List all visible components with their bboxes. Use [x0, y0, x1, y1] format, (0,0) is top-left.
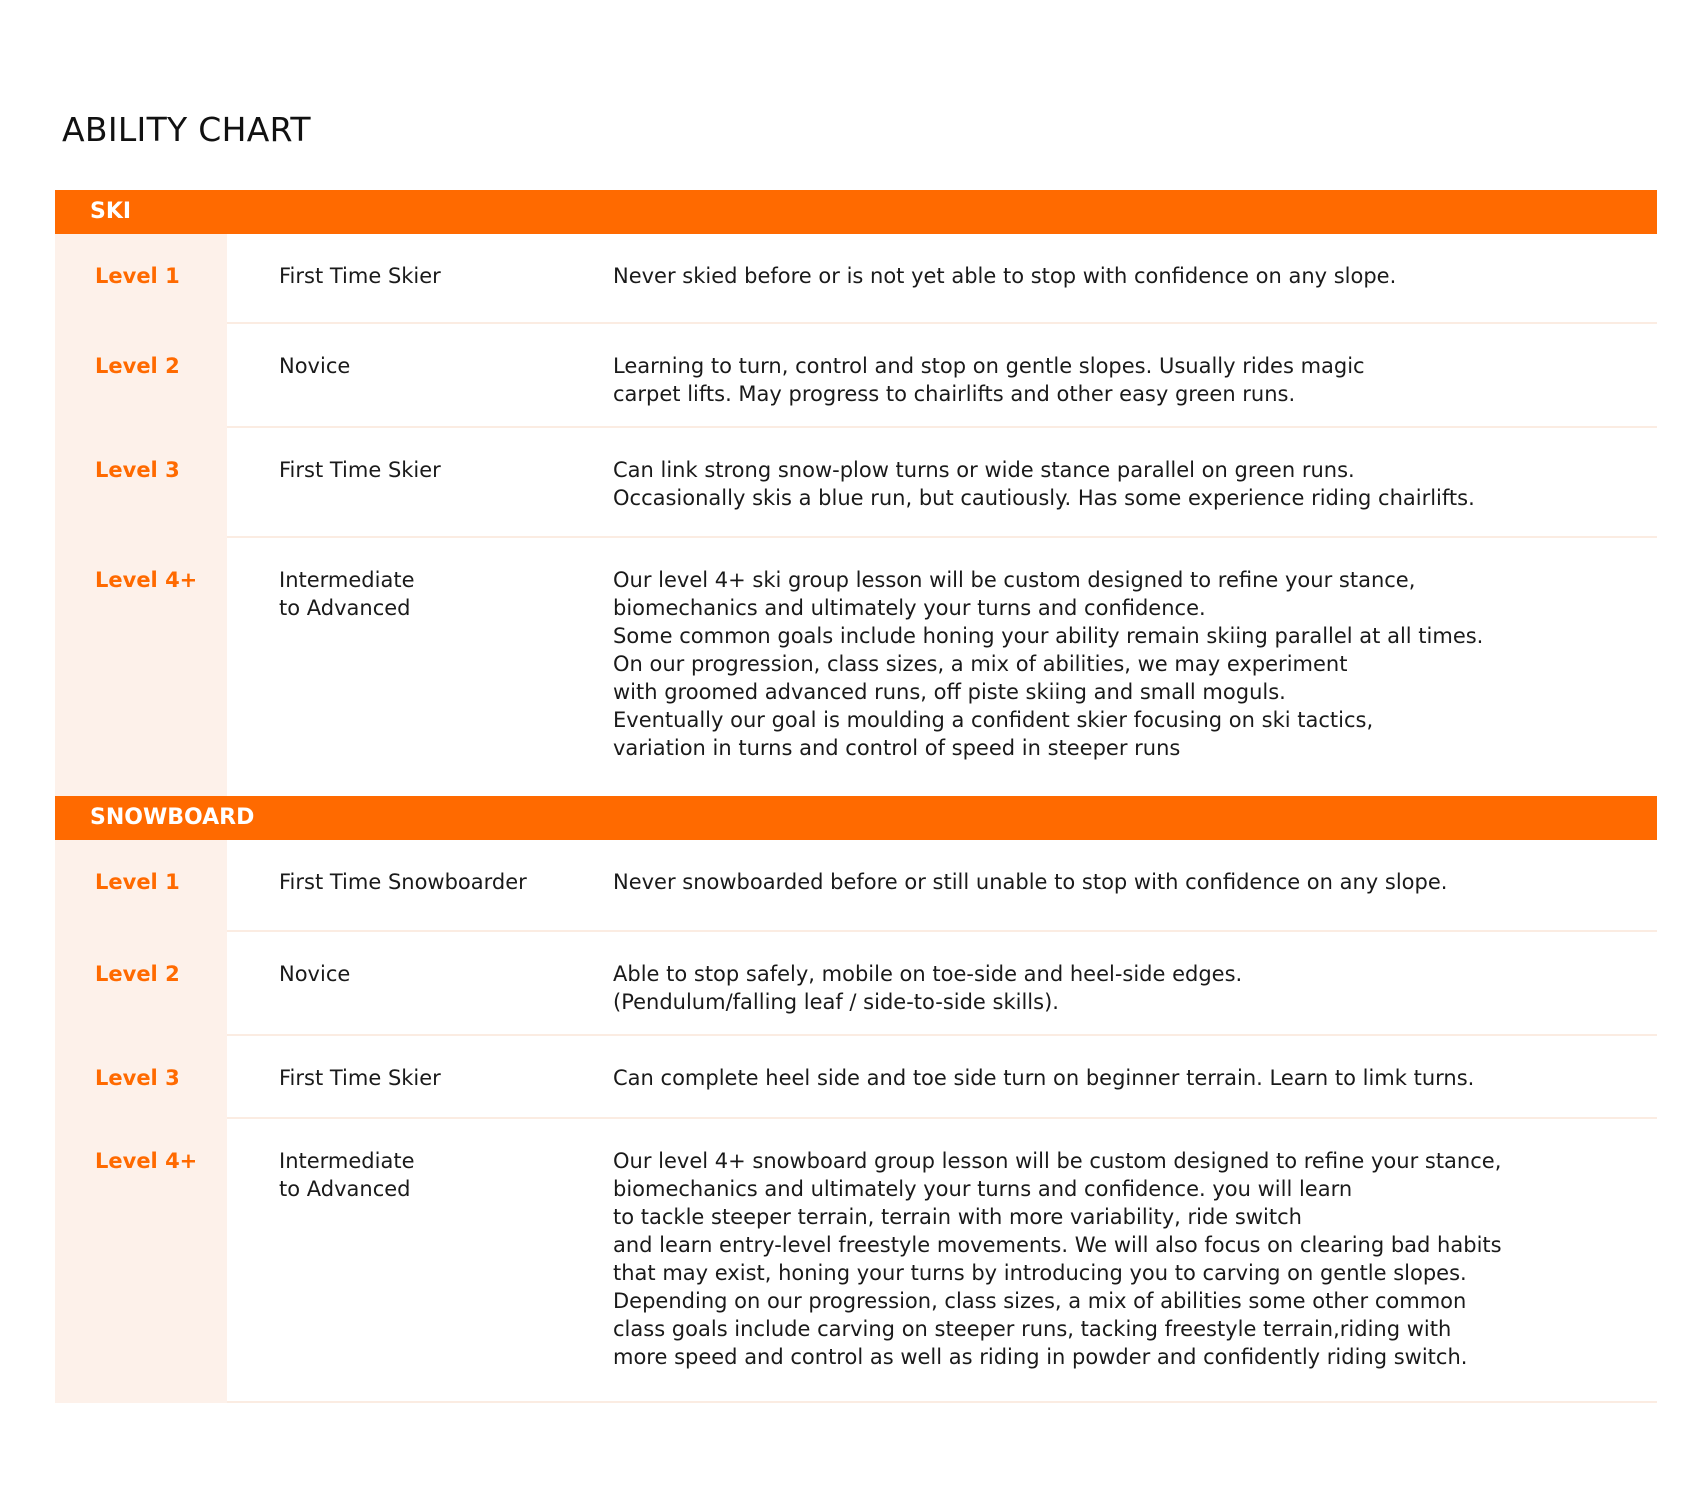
description-line: that may exist, honing your turns by introducing you to carving on gentle slopes. — [613, 1261, 1467, 1285]
level-label: Level 4+ — [95, 1149, 198, 1173]
level-name — [279, 1147, 415, 1203]
description-line: biomechanics and ultimately your turns and confidence. — [613, 596, 1206, 620]
level-description — [613, 566, 1483, 762]
description-line: Our level 4+ snowboard group lesson will be custom designed to refine your stance, — [613, 1149, 1502, 1173]
description-line: variation in turns and control of speed in steeper runs — [613, 736, 1181, 760]
level-name-line: Intermediate — [279, 568, 415, 592]
level-name — [279, 868, 527, 896]
level-name-line: First Time Skier — [279, 1066, 441, 1090]
description-line: Eventually our goal is moulding a confident skier focusing on ski tactics, — [613, 708, 1374, 732]
description-line: Can link strong snow-plow turns or wide stance parallel on green runs. — [613, 458, 1355, 482]
description-line: class goals include carving on steeper runs, tacking freestyle terrain,riding with — [613, 1317, 1452, 1341]
page-title: ABILITY CHART — [62, 110, 311, 149]
level-name — [279, 1064, 441, 1092]
level-name-line: First Time Skier — [279, 264, 441, 288]
snowboard-level-2-row — [55, 932, 1657, 1036]
description-line: Some common goals include honing your ability remain skiing parallel at all times. — [613, 624, 1484, 648]
snowboard-level-3-row — [55, 1036, 1657, 1119]
level-label: Level 2 — [95, 962, 180, 986]
description-line: Depending on our progression, class sizes, a mix of abilities some other common — [613, 1289, 1467, 1313]
level-label: Level 4+ — [95, 568, 198, 592]
ski-level-3-row — [55, 428, 1657, 538]
level-name-line: Intermediate — [279, 1149, 415, 1173]
level-name-line: to Advanced — [279, 596, 411, 620]
level-name — [279, 566, 415, 622]
description-line: Never snowboarded before or still unable to stop with confidence on any slope. — [613, 870, 1448, 894]
level-description — [613, 262, 1396, 290]
description-line: (Pendulum/falling leaf / side-to-side skills). — [613, 990, 1059, 1014]
level-label: Level 3 — [95, 1066, 180, 1090]
level-name-line: to Advanced — [279, 1177, 411, 1201]
ski-section — [55, 190, 1657, 796]
description-line: Learning to turn, control and stop on gentle slopes. Usually rides magic — [613, 354, 1365, 378]
ski-section-header: SKI — [55, 190, 1657, 234]
description-line: and learn entry-level freestyle movements. We will also focus on clearing bad habits — [613, 1233, 1502, 1257]
level-name — [279, 352, 350, 380]
level-name-line: First Time Skier — [279, 458, 441, 482]
description-line: to tackle steeper terrain, terrain with more variability, ride switch — [613, 1205, 1302, 1229]
level-description — [613, 352, 1365, 408]
level-description — [613, 1064, 1474, 1092]
description-line: Our level 4+ ski group lesson will be custom designed to refine your stance, — [613, 568, 1416, 592]
level-name-line: Novice — [279, 962, 351, 986]
level-name — [279, 456, 441, 484]
level-name-line: Novice — [279, 354, 351, 378]
level-label: Level 3 — [95, 458, 180, 482]
snowboard-level-4-row — [55, 1119, 1657, 1403]
snowboard-section — [55, 796, 1657, 1403]
description-line: Never skied before or is not yet able to stop with confidence on any slope. — [613, 264, 1397, 288]
level-label: Level 2 — [95, 354, 180, 378]
description-line: On our progression, class sizes, a mix of abilities, we may experiment — [613, 652, 1348, 676]
description-line: biomechanics and ultimately your turns and confidence. you will learn — [613, 1177, 1353, 1201]
description-line: Can complete heel side and toe side turn on beginner terrain. Learn to limk turns. — [613, 1066, 1475, 1090]
description-line: with groomed advanced runs, off piste skiing and small moguls. — [613, 680, 1286, 704]
ski-level-4-row — [55, 538, 1657, 796]
level-label: Level 1 — [95, 264, 180, 288]
description-line: Able to stop safely, mobile on toe-side and heel-side edges. — [613, 962, 1243, 986]
level-description — [613, 1147, 1502, 1371]
level-description — [613, 868, 1447, 896]
description-line: carpet lifts. May progress to chairlifts and other easy green runs. — [613, 382, 1296, 406]
level-description — [613, 960, 1242, 1016]
description-line: Occasionally skis a blue run, but cautiously. Has some experience riding chairlifts. — [613, 486, 1475, 510]
level-label: Level 1 — [95, 870, 180, 894]
level-description — [613, 456, 1475, 512]
ski-level-1-row — [55, 234, 1657, 324]
snowboard-section-header: SNOWBOARD — [55, 796, 1657, 840]
level-name-line: First Time Snowboarder — [279, 870, 527, 894]
description-line: more speed and control as well as riding in powder and confidently riding switch. — [613, 1345, 1468, 1369]
ski-level-2-row — [55, 324, 1657, 428]
snowboard-level-1-row — [55, 840, 1657, 932]
level-name — [279, 960, 350, 988]
level-name — [279, 262, 441, 290]
